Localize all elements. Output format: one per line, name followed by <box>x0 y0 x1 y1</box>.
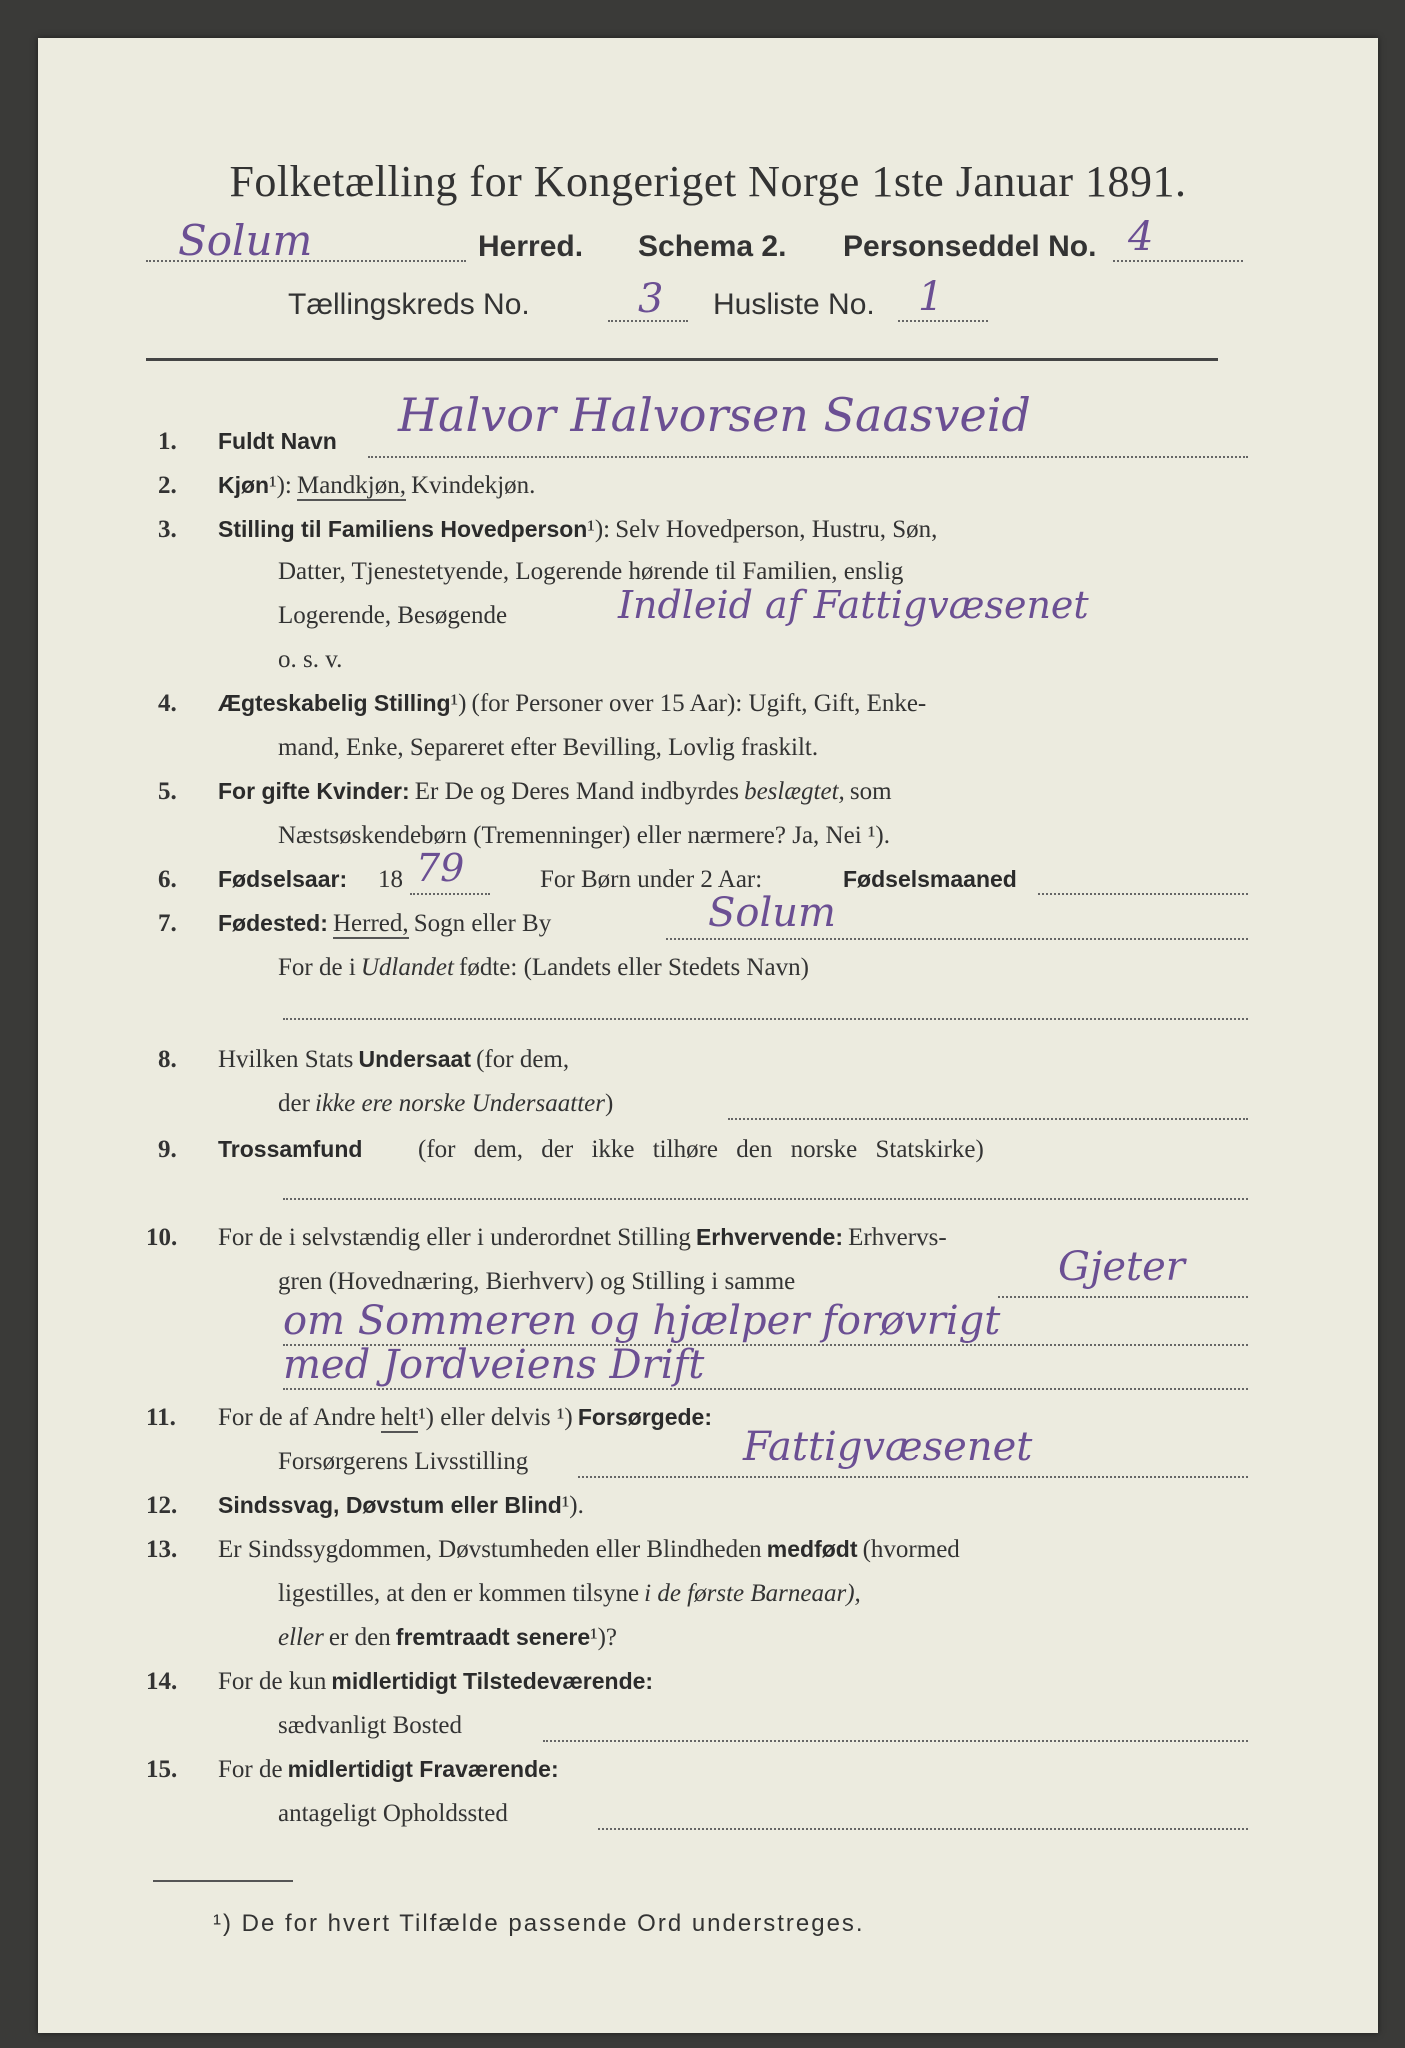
q3-answer: Indleid af Fattigvæsenet <box>618 583 1089 627</box>
q1-dotline <box>368 456 1248 458</box>
q5-line1 <box>218 778 892 806</box>
q8-line1a: Hvilken Stats <box>218 1046 354 1073</box>
q8-number: 8. <box>158 1046 177 1073</box>
husliste-dotline <box>898 320 988 322</box>
q3-label: Stilling til Familiens Hovedperson <box>218 516 588 542</box>
q6-label2: Fødselsmaaned <box>843 866 1017 892</box>
q11-number: 11. <box>146 1404 176 1431</box>
q8-line2 <box>278 1090 613 1118</box>
q2-text <box>218 472 535 500</box>
kreds-label: Tællingskreds No. <box>288 288 530 321</box>
q11-line1b: ¹) eller delvis ¹) <box>418 1404 573 1431</box>
schema-label: Schema 2. <box>638 230 787 263</box>
q11-label: Forsørgede: <box>577 1404 712 1430</box>
q8-line2b: ikke ere norske Undersaatter <box>315 1090 605 1117</box>
q12-number: 12. <box>146 1492 178 1519</box>
q8-line2a: der <box>278 1090 310 1117</box>
q10-label: Erhvervende: <box>695 1224 843 1250</box>
personseddel-answer: 4 <box>1128 214 1154 260</box>
q15-line2: antageligt Opholdssted <box>278 1800 508 1827</box>
q14-number: 14. <box>146 1668 178 1695</box>
q13-line2 <box>278 1580 861 1608</box>
q2-option-male: Mandkjøn, <box>296 472 407 499</box>
q9-label: Trossamfund <box>218 1136 363 1162</box>
q4-options-1: (for Personer over 15 Aar): Ugift, Gift, Enke- <box>471 690 927 717</box>
q7-number: 7. <box>158 910 177 937</box>
q14-line1 <box>218 1668 653 1696</box>
q14-label: midlertidigt Tilstedeværende: <box>331 1668 654 1694</box>
q12-note: ¹). <box>561 1492 584 1519</box>
q6-label: Fødselsaar: <box>218 866 348 892</box>
q11-line2: Forsørgerens Livsstilling <box>278 1448 529 1475</box>
q3-line3: Logerende, Besøgende <box>278 602 508 629</box>
q7-foreign-dotline <box>283 1018 1248 1020</box>
q5-text-a: Er De og Deres Mand indbyrdes <box>414 778 739 805</box>
q13-line3b: er den <box>328 1624 391 1651</box>
q14-line1a: For de kun <box>218 1668 327 1695</box>
census-form <box>38 38 1378 2033</box>
q11-answer: Fattigvæsenet <box>743 1424 1033 1470</box>
q6-rest: For Børn under 2 Aar: <box>540 866 763 893</box>
q3-line1 <box>218 516 937 544</box>
q6-answer: 79 <box>416 846 465 890</box>
q6-month-dotline <box>1038 893 1248 895</box>
q10-line2: gren (Hovednæring, Bierhverv) og Stilling i samme <box>278 1268 796 1295</box>
q7-line2c: fødte: (Landets eller Stedets Navn) <box>459 954 809 981</box>
q2-note: ¹): <box>269 472 292 499</box>
q14-line2: sædvanligt Bosted <box>278 1712 463 1739</box>
personseddel-label: Personseddel No. <box>843 230 1097 263</box>
q4-note: ¹) <box>450 690 467 717</box>
q11-line1a: For de af Andre <box>218 1404 376 1431</box>
q4-label: Ægteskabelig Stilling <box>218 690 451 716</box>
q1-answer: Halvor Halvorsen Saasveid <box>398 388 1031 442</box>
q3-number: 3. <box>158 516 177 543</box>
q3-note: ¹): <box>587 516 611 543</box>
q8-line1 <box>218 1046 569 1074</box>
q3-line2: Datter, Tjenestetyende, Logerende hørende til Familien, enslig <box>278 558 904 585</box>
herred-label: Herred. <box>478 230 584 263</box>
header-rule <box>146 358 1218 361</box>
q11-line1 <box>218 1404 712 1432</box>
husliste-label: Husliste No. <box>713 288 875 321</box>
q13-line1c: (hvormed <box>862 1536 960 1563</box>
q15-line1 <box>218 1756 559 1784</box>
q7-line2a: For de i <box>278 954 356 981</box>
q7-rest: Sogn eller By <box>413 910 552 937</box>
q1-number: 1. <box>158 428 177 455</box>
q6-dotline <box>410 893 490 895</box>
q10-line1a: For de i selvstændig eller i underordnet Stilling <box>218 1224 691 1251</box>
q4-line1 <box>218 690 926 718</box>
q7-line2 <box>278 954 809 982</box>
q7-option-herred: Herred, <box>332 910 409 937</box>
q13-label: medfødt <box>766 1536 858 1562</box>
herred-answer: Solum <box>178 216 313 265</box>
q5-label: For gifte Kvinder: <box>218 778 410 804</box>
q7-label: Fødested: <box>218 910 328 936</box>
q13-line1a: Er Sindssygdommen, Døvstumheden eller Blindheden <box>218 1536 762 1563</box>
q10-dotline-1 <box>998 1296 1248 1298</box>
q8-label: Undersaat <box>358 1046 471 1072</box>
q7-line1 <box>218 910 551 938</box>
q2-number: 2. <box>158 472 177 499</box>
q10-line1 <box>218 1224 947 1252</box>
q13-line3d: ¹)? <box>590 1624 618 1651</box>
q13-number: 13. <box>146 1536 178 1563</box>
q3-options-1: Selv Hovedperson, Hustru, Søn, <box>615 516 938 543</box>
footnote: ¹) De for hvert Tilfælde passende Ord understreges. <box>213 1910 865 1937</box>
q12-label: Sindssvag, Døvstum eller Blind <box>218 1492 562 1518</box>
kreds-answer: 3 <box>638 276 664 322</box>
q5-text-b: beslægtet, <box>744 778 845 805</box>
q8-line1c: (for dem, <box>476 1046 570 1073</box>
q5-number: 5. <box>158 778 177 805</box>
personseddel-dotline <box>1113 260 1243 262</box>
q6-number: 6. <box>158 866 177 893</box>
q9-line1: (for dem, der ikke tilhøre den norske Statskirke) <box>418 1136 984 1163</box>
q14-dotline <box>543 1740 1248 1742</box>
q2-label: Kjøn <box>218 472 270 498</box>
q4-number: 4. <box>158 690 177 717</box>
q10-answer-3: med Jordveiens Drift <box>283 1342 705 1388</box>
q8-dotline <box>728 1118 1248 1120</box>
q13-line2a: ligestilles, at den er kommen tilsyne <box>278 1580 640 1607</box>
q6-prefix: 18 <box>378 866 403 893</box>
q13-line3a: eller <box>278 1624 324 1651</box>
q7-dotline <box>666 938 1248 940</box>
q13-line1 <box>218 1536 960 1564</box>
q13-label2: fremtraadt senere <box>395 1624 591 1650</box>
q3-line4: o. s. v. <box>278 646 343 673</box>
q15-number: 15. <box>146 1756 178 1783</box>
q10-answer-2: om Sommeren og hjælper forøvrigt <box>283 1298 1001 1344</box>
q12-line1 <box>218 1492 584 1520</box>
husliste-answer: 1 <box>918 274 944 320</box>
q10-line1c: Erhvervs- <box>848 1224 947 1251</box>
q13-line2b: i de første Barneaar), <box>644 1580 861 1607</box>
q5-line2: Næstsøskendebørn (Tremenninger) eller nærmere? Ja, Nei ¹). <box>278 822 890 849</box>
q10-answer-1: Gjeter <box>1058 1244 1185 1290</box>
q13-line3 <box>278 1624 617 1652</box>
q5-text-c: som <box>849 778 892 805</box>
q9-dotline <box>283 1198 1248 1200</box>
q15-dotline <box>598 1828 1248 1830</box>
form-title: Folketælling for Kongeriget Norge 1ste Januar 1891. <box>229 157 1187 206</box>
q7-answer: Solum <box>708 890 836 936</box>
q2-option-female: Kvindekjøn. <box>411 472 536 499</box>
q10-dotline-3 <box>283 1388 1248 1390</box>
q7-line2b: Udlandet <box>360 954 454 981</box>
q15-label: midlertidigt Fraværende: <box>287 1756 559 1782</box>
footnote-rule <box>153 1880 293 1882</box>
q4-line2: mand, Enke, Separeret efter Bevilling, Lovlig fraskilt. <box>278 734 819 761</box>
q10-number: 10. <box>146 1224 178 1251</box>
q11-dotline <box>578 1476 1248 1478</box>
q9-number: 9. <box>158 1136 177 1163</box>
q1-label: Fuldt Navn <box>218 428 337 454</box>
q11-option-helt: helt <box>380 1404 419 1431</box>
q15-line1a: For de <box>218 1756 283 1783</box>
q8-line2c: ) <box>604 1090 614 1117</box>
